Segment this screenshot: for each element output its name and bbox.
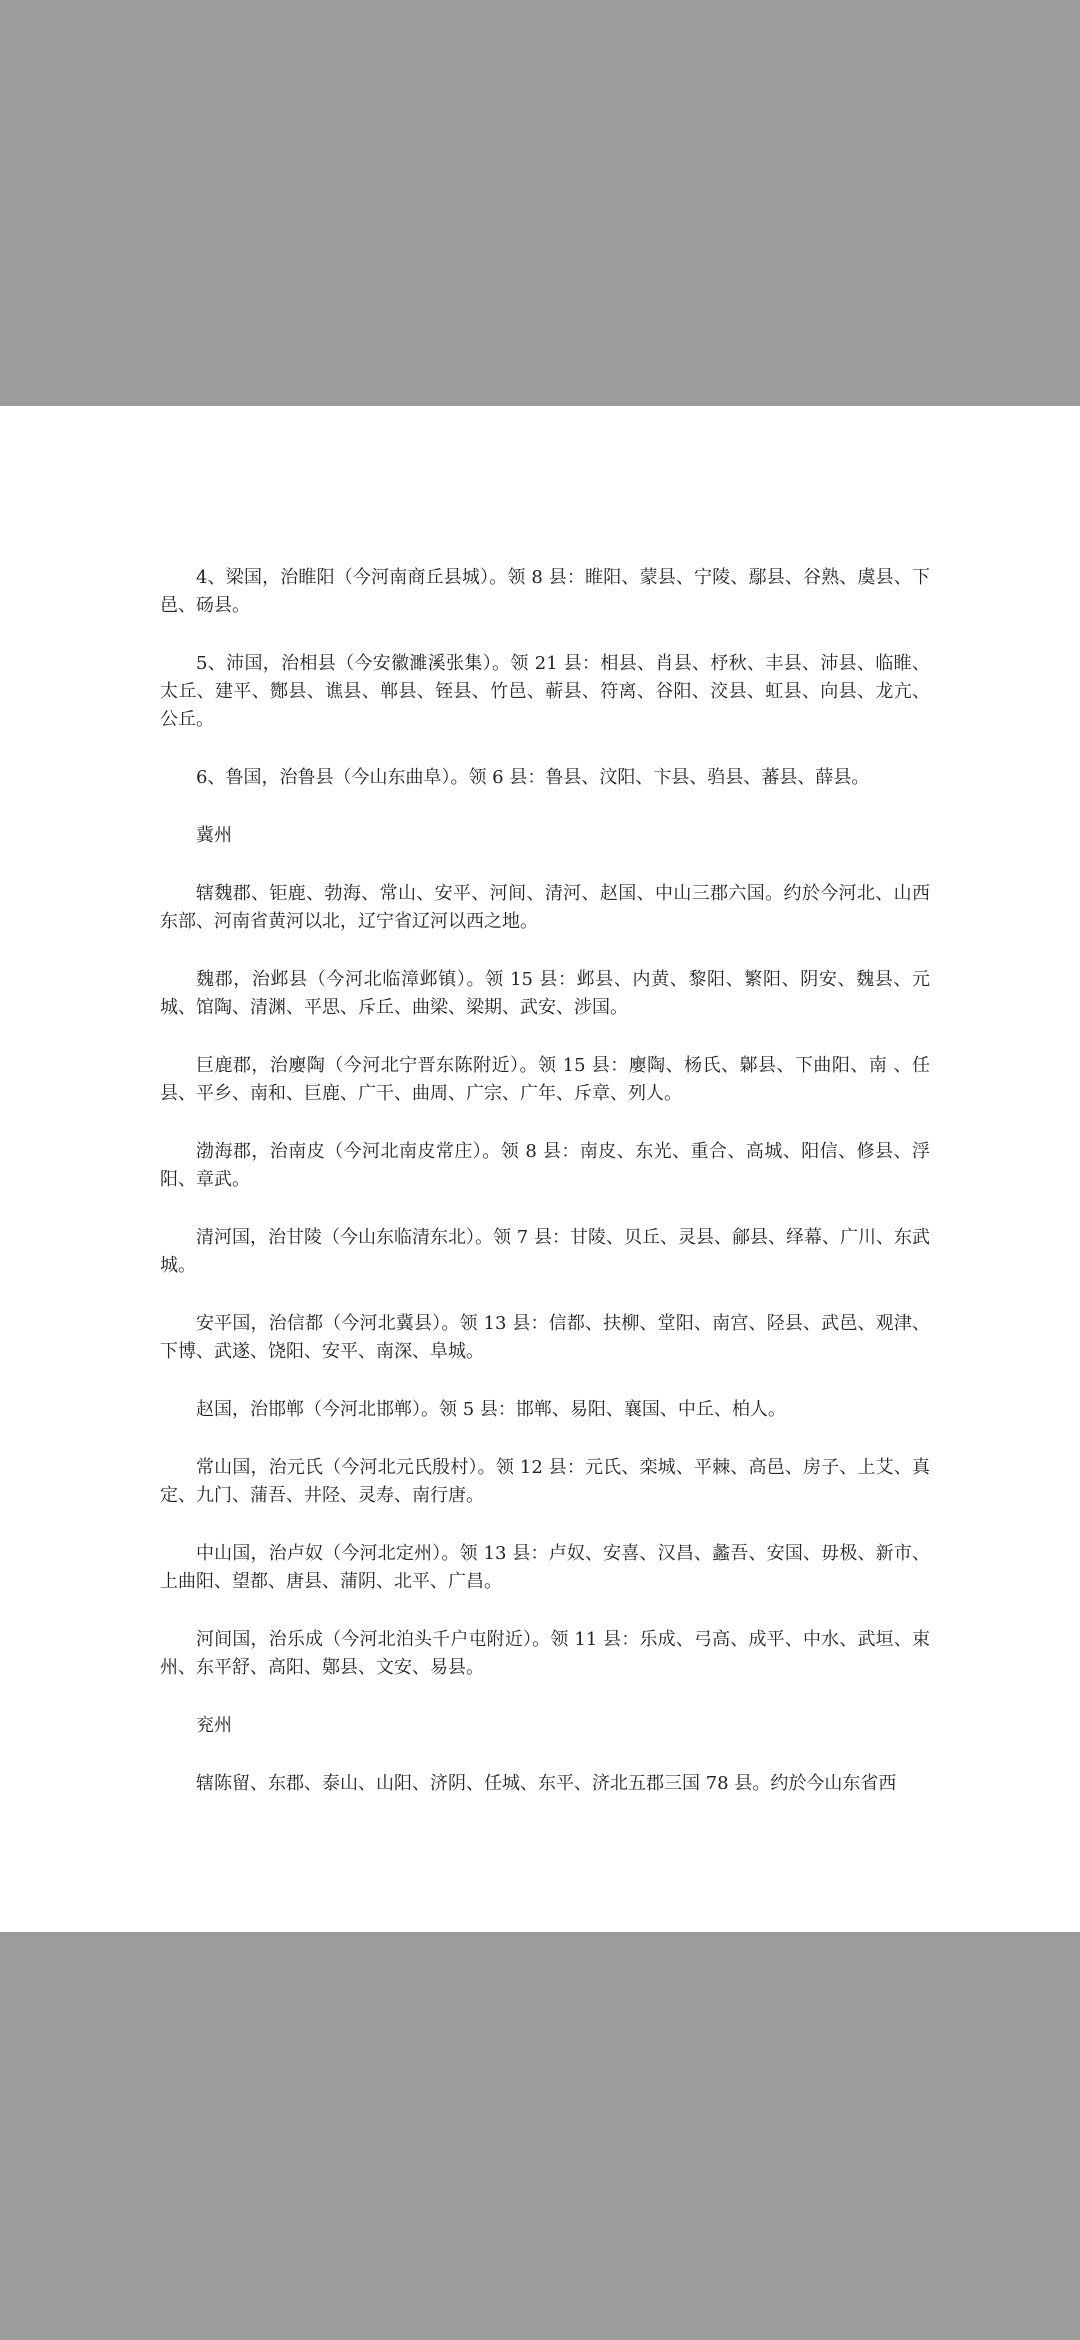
paragraph-jizhou-overview: 辖魏郡、钜鹿、勃海、常山、安平、河间、清河、赵国、中山三郡六国。约於今河北、山西东部、河南省黄河以北，辽宁省辽河以西之地。 — [160, 883, 930, 932]
paragraph-hejian-state: 河间国，治乐成（今河北泊头千户屯附近）。领 11 县：乐成、弓高、成平、中水、武垣、束州、东平舒、高阳、鄚县、文安、易县。 — [160, 1629, 930, 1678]
paragraph-yanzhou-overview: 辖陈留、东郡、泰山、山阳、济阴、任城、东平、济北五郡三国 78 县。约於今山东省西 — [196, 1773, 897, 1794]
paragraph-anping-state: 安平国，治信都（今河北冀县）。领 13 县：信都、扶柳、堂阳、南宫、陉县、武邑、观津、下博、武遂、饶阳、安平、南深、阜城。 — [160, 1313, 930, 1362]
paragraph-pei-state: 5、沛国，治相县（今安徽濉溪张集）。领 21 县：相县、肖县、杼秋、丰县、沛县、临睢、太丘、建平、酂县、谯县、郸县、铚县、竹邑、蕲县、符离、谷阳、洨县、虹县、向县、龙亢、公丘。 — [160, 653, 930, 730]
document-page — [0, 406, 1080, 1932]
paragraph-changshan-state: 常山国，治元氏（今河北元氏殷村）。领 12 县：元氏、栾城、平棘、高邑、房子、上艾、真定、九门、蒲吾、井陉、灵寿、南行唐。 — [160, 1457, 930, 1506]
paragraph-wei-commandery: 魏郡，治邺县（今河北临漳邺镇）。领 15 县：邺县、内黄、黎阳、繁阳、阴安、魏县、元城、馆陶、清渊、平思、斥丘、曲梁、梁期、武安、涉国。 — [160, 969, 930, 1018]
paragraph-lu-state: 6、鲁国，治鲁县（今山东曲阜）。领 6 县：鲁县、汶阳、卞县、驺县、蕃县、薛县。 — [196, 767, 870, 788]
paragraph-zhongshan-state: 中山国，治卢奴（今河北定州）。领 13 县：卢奴、安喜、汉昌、蠡吾、安国、毋极、新市、上曲阳、望都、唐县、蒲阴、北平、广昌。 — [160, 1543, 930, 1592]
paragraph-julu-commandery: 巨鹿郡，治廮陶（今河北宁晋东陈附近）。领 15 县：廮陶、杨氏、鄡县、下曲阳、南 、任县、平乡、南和、巨鹿、广干、曲周、广宗、广年、斥章、列人。 — [160, 1055, 930, 1104]
paragraph-bohai-commandery: 渤海郡，治南皮（今河北南皮常庄）。领 8 县：南皮、东光、重合、高城、阳信、修县、浮阳、章武。 — [160, 1141, 930, 1190]
paragraph-zhao-state: 赵国，治邯郸（今河北邯郸）。领 5 县：邯郸、易阳、襄国、中丘、柏人。 — [196, 1399, 786, 1420]
paragraph-liang-state: 4、梁国，治睢阳（今河南商丘县城）。领 8 县：睢阳、蒙县、宁陵、鄢县、谷熟、虞县、下邑、砀县。 — [160, 567, 930, 616]
section-heading-yanzhou: 兖州 — [196, 1715, 232, 1736]
page-content — [160, 564, 930, 1828]
paragraph-qinghe-state: 清河国，治甘陵（今山东临清东北）。领 7 县：甘陵、贝丘、灵县、鄃县、绎幕、广川、东武城。 — [160, 1227, 930, 1276]
section-heading-jizhou: 冀州 — [196, 825, 232, 846]
